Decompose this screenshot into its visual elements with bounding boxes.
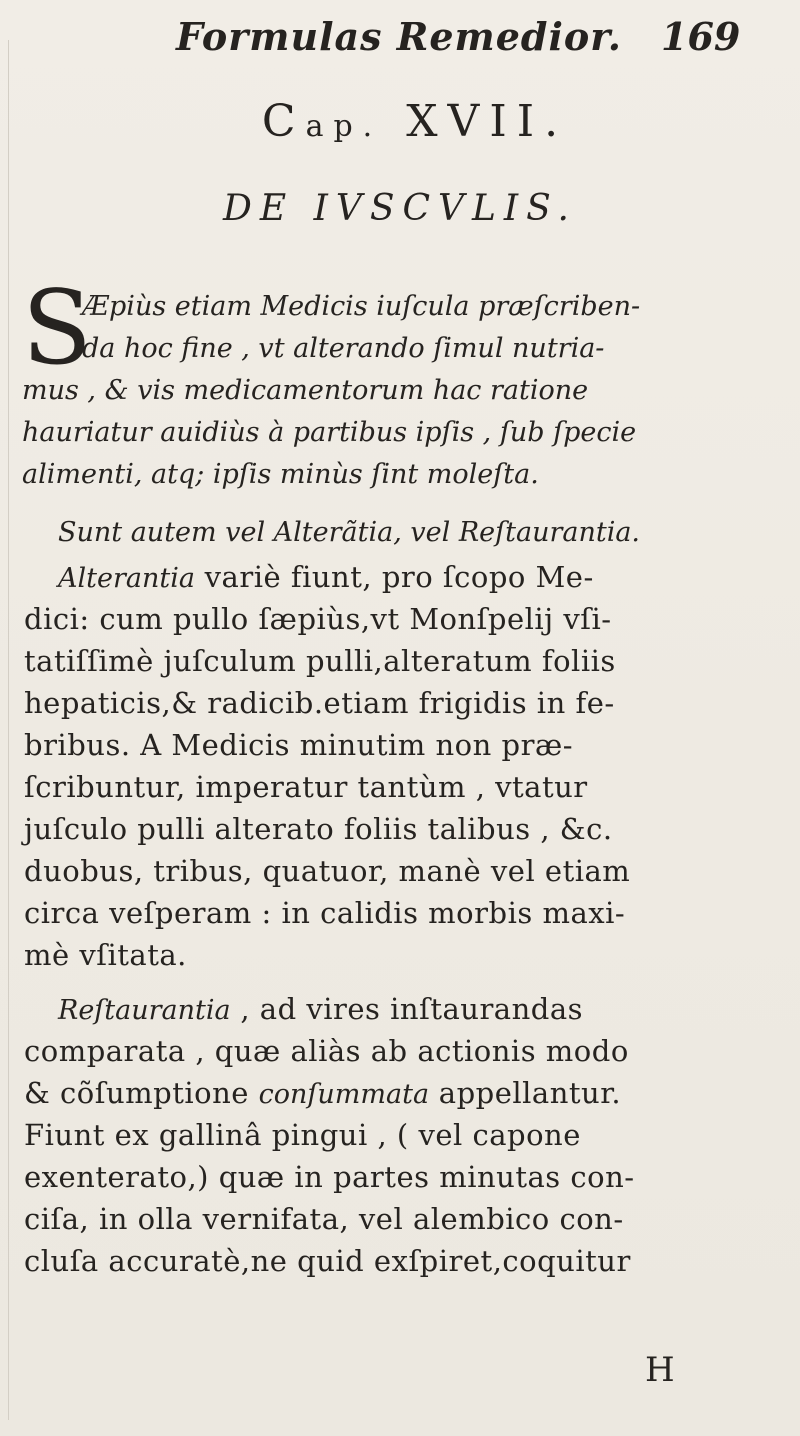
italic-term: Alterantia — [58, 563, 195, 594]
intro-line: da hoc fine , vt alterando ſimul nutria- — [82, 333, 605, 364]
body-line: dici: cum pullo ſæpiùs,vt Monſpelij vſi- — [24, 602, 612, 636]
body-line: cluſa accuratè,ne quid exſpiret,coquitur — [24, 1244, 631, 1278]
body-line: exenterato,) quæ in partes minutas con- — [24, 1160, 635, 1194]
intro-line: Æpiùs etiam Medicis iuſcula præſcriben- — [82, 291, 641, 322]
chapter-subtitle: DE IVSCVLIS. — [223, 188, 577, 229]
body-line — [24, 1072, 621, 1114]
body-line: tatiſſimè juſculum pulli,alteratum foliis — [24, 644, 616, 678]
italic-term: Reſtaurantia — [58, 995, 231, 1026]
body-line — [58, 988, 583, 1030]
body-line: mè vſitata. — [24, 938, 187, 972]
drop-cap: S — [22, 269, 92, 388]
running-head-title: Formulas Remedior. — [176, 14, 623, 59]
body-text-run: variè fiunt, pro ſcopo Me- — [194, 560, 594, 594]
body-line: hepaticis,& radicib.etiam frigidis in fe- — [24, 686, 615, 720]
chapter-numeral: XVII. — [406, 96, 569, 147]
body-text-run: & cõſumptione — [24, 1076, 259, 1110]
chapter-prefix-small: ap. — [305, 109, 383, 144]
catchword: H — [645, 1350, 675, 1390]
body-text-run: , ad vires inſtaurandas — [230, 992, 584, 1026]
body-text-run: appellantur. — [429, 1076, 622, 1110]
intro-line: alimenti, atq; ipſis minùs ſint moleſta. — [22, 459, 539, 490]
body-line: circa veſperam : in calidis morbis maxi- — [24, 896, 626, 930]
body-line: comparata , quæ aliàs ab actionis modo — [24, 1034, 629, 1068]
body-line: bribus. A Medicis minutim non præ- — [24, 728, 574, 762]
body-line: ſcribuntur, imperatur tantùm , vtatur — [24, 770, 588, 804]
intro-line: hauriatur auidiùs à partibus ipſis , ſub ſpecie — [22, 417, 637, 448]
italic-term: conſummata — [258, 1079, 430, 1110]
body-line: Fiunt ex gallinâ pingui , ( vel capone — [24, 1118, 581, 1152]
body-line: Sunt autem vel Alterãtia, vel Reſtaurantia. — [58, 517, 641, 548]
page-number: 169 — [661, 14, 741, 59]
body-line: duobus, tribus, quatuor, manè vel etiam — [24, 854, 631, 888]
chapter-prefix: C — [261, 96, 306, 147]
body-line: ciſa, in olla vernifata, vel alembico con- — [24, 1202, 624, 1236]
body-line: juſculo pulli alterato foliis talibus , &c. — [24, 812, 613, 846]
intro-line: mus , & vis medicamentorum hac ratione — [22, 375, 589, 406]
body-line — [58, 556, 594, 598]
